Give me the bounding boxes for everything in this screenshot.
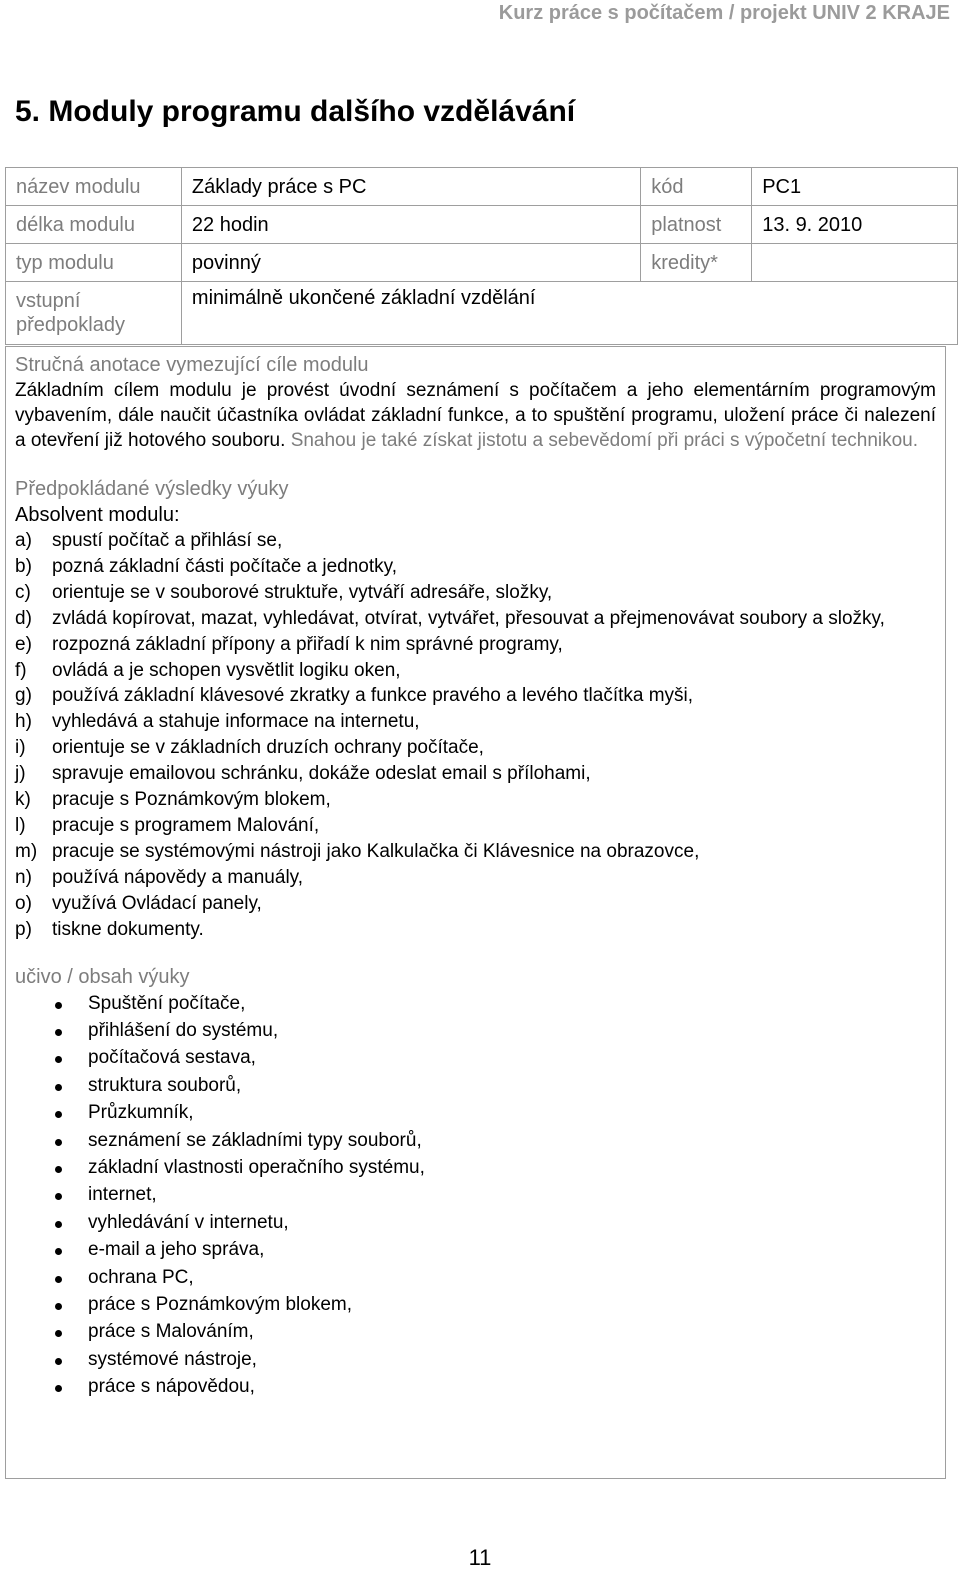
list-item: [15, 891, 936, 917]
list-item: [15, 554, 936, 580]
list-item-text: zvládá kopírovat, mazat, vyhledávat, otvírat, vytvářet, přesouvat a přejmenovávat soubory a složky,: [52, 607, 885, 629]
bullet-item: základní vlastnosti operačního systému,: [15, 1154, 936, 1181]
list-item: [15, 761, 936, 787]
table-row: [6, 244, 958, 282]
module-name-label: název modulu: [6, 168, 182, 206]
list-item: [15, 813, 936, 839]
module-length-value: 22 hodin: [181, 206, 640, 244]
page-title: 5. Moduly programu dalšího vzdělávání: [15, 95, 576, 128]
list-item: [15, 787, 936, 813]
list-item: [15, 606, 936, 632]
bullet-item: Průzkumník,: [15, 1099, 936, 1126]
table-row: [6, 206, 958, 244]
bullet-item: systémové nástroje,: [15, 1346, 936, 1373]
list-item-text: orientuje se v základních druzích ochrany počítače,: [52, 737, 484, 759]
validity-value: 13. 9. 2010: [752, 206, 958, 244]
list-item-letter: b): [15, 555, 32, 577]
outcomes-subheading: Absolvent modulu:: [15, 504, 180, 526]
bullet-item: ochrana PC,: [15, 1264, 936, 1291]
list-item-text: rozpozná základní přípony a přiřadí k nim správné programy,: [52, 633, 563, 655]
list-item: [15, 735, 936, 761]
list-item-letter: c): [15, 581, 31, 603]
bullet-item: práce s nápovědou,: [15, 1373, 936, 1400]
list-item-text: vyhledává a stahuje informace na internetu,: [52, 711, 420, 733]
table-row: [6, 168, 958, 206]
annotation-text-main: Základním cílem modulu je provést úvodní seznámení s počítačem a jeho elementárním programovým vybavením, dále naučit účastníka ovládat základní funkce, a to spuštění programu, uložení práce či nalezení a otevření již hotového souboru.: [15, 380, 936, 451]
prerequisites-value: minimálně ukončené základní vzdělání: [181, 282, 957, 345]
list-item: [15, 580, 936, 606]
list-item-text: tiskne dokumenty.: [52, 918, 204, 940]
list-item-text: pracuje s Poznámkovým blokem,: [52, 789, 331, 811]
module-length-label: délka modulu: [6, 206, 182, 244]
running-header: Kurz práce s počítačem / projekt UNIV 2 KRAJE: [498, 2, 950, 24]
bullet-item: počítačová sestava,: [15, 1044, 936, 1071]
prerequisites-label: vstupní předpoklady: [6, 282, 182, 345]
module-type-value: povinný: [181, 244, 640, 282]
list-item: [15, 839, 936, 865]
list-item-letter: i): [15, 737, 26, 759]
list-item-letter: p): [15, 918, 32, 940]
validity-label: platnost: [641, 206, 752, 244]
bullet-item: struktura souborů,: [15, 1072, 936, 1099]
page-number: 11: [468, 1545, 492, 1570]
bullet-item: seznámení se základními typy souborů,: [15, 1127, 936, 1154]
annotation-heading: Stručná anotace vymezující cíle modulu: [15, 354, 369, 376]
list-item-text: spustí počítač a přihlásí se,: [52, 530, 283, 551]
bullet-item: internet,: [15, 1181, 936, 1208]
bullet-item: přihlášení do systému,: [15, 1017, 936, 1044]
list-item-letter: k): [15, 789, 31, 811]
list-item: [15, 683, 936, 709]
bullet-item: e-mail a jeho správa,: [15, 1236, 936, 1263]
list-item-text: pracuje se systémovými nástroji jako Kalkulačka či Klávesnice na obrazovce,: [52, 840, 700, 862]
table-row: [6, 282, 958, 345]
bullet-item: práce s Poznámkovým blokem,: [15, 1291, 936, 1318]
list-item: [15, 865, 936, 891]
module-code-label: kód: [641, 168, 752, 206]
bullet-item: Spuštění počítače,: [15, 990, 936, 1017]
list-item-text: využívá Ovládací panely,: [52, 892, 262, 914]
annotation-text-highlight: Snahou je také získat jistotu a sebevědomí při práci s výpočetní technikou.: [290, 430, 919, 451]
list-item-text: spravuje emailovou schránku, dokáže odeslat email s přílohami,: [52, 763, 591, 785]
list-item-letter: a): [15, 530, 32, 551]
list-item: [15, 632, 936, 658]
list-item-text: používá základní klávesové zkratky a funkce pravého a levého tlačítka myši,: [52, 685, 694, 707]
module-details-box: [5, 346, 946, 1479]
list-item: [15, 709, 936, 735]
module-name-value: Základy práce s PC: [181, 168, 640, 206]
outcomes-list: [15, 528, 936, 943]
list-item: [15, 528, 936, 554]
credits-label: kredity*: [641, 244, 752, 282]
list-item-text: používá nápovědy a manuály,: [52, 866, 304, 888]
list-item-letter: n): [15, 866, 32, 888]
list-item-letter: e): [15, 633, 32, 655]
module-code-value: PC1: [752, 168, 958, 206]
annotation-text: [15, 378, 936, 453]
content-heading: učivo / obsah výuky: [15, 965, 190, 988]
list-item-letter: g): [15, 685, 32, 707]
list-item-letter: m): [15, 840, 38, 862]
credits-value: [752, 244, 958, 282]
list-item-letter: f): [15, 659, 27, 681]
list-item: [15, 917, 936, 943]
list-item-letter: o): [15, 892, 32, 914]
list-item-text: orientuje se v souborové struktuře, vytváří adresáře, složky,: [52, 581, 553, 603]
content-list: [15, 990, 936, 1401]
list-item-text: ovládá a je schopen vysvětlit logiku oken,: [52, 659, 401, 681]
list-item-text: pracuje s programem Malování,: [52, 814, 320, 836]
outcomes-heading: Předpokládané výsledky výuky: [15, 478, 289, 500]
list-item-letter: l): [15, 814, 26, 836]
list-item-letter: h): [15, 711, 32, 733]
list-item-letter: j): [15, 763, 26, 785]
list-item: [15, 658, 936, 684]
list-item-text: pozná základní části počítače a jednotky,: [52, 555, 398, 577]
module-type-label: typ modulu: [6, 244, 182, 282]
bullet-item: vyhledávání v internetu,: [15, 1209, 936, 1236]
bullet-item: práce s Malováním,: [15, 1318, 936, 1345]
list-item-letter: d): [15, 607, 32, 629]
module-info-table: [5, 167, 958, 345]
